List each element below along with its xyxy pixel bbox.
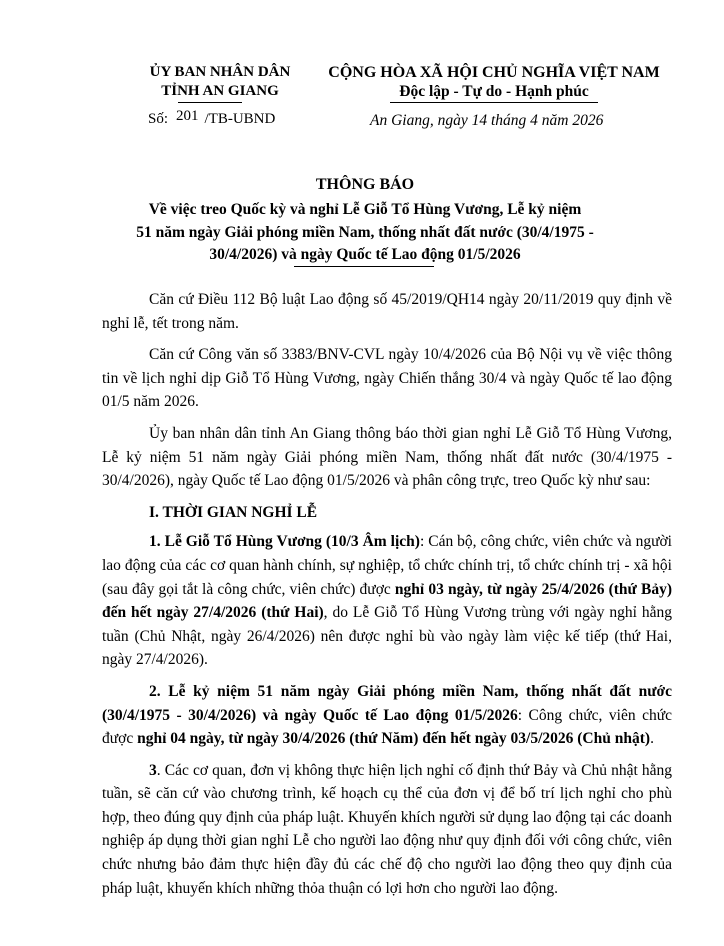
national-motto: Độc lập - Tự do - Hạnh phúc <box>399 83 589 100</box>
issuing-agency <box>120 63 320 101</box>
subject-line-1: Về việc treo Quốc kỳ và nghỉ Lễ Giỗ Tổ Hùng Vương, Lễ kỷ niệm <box>148 201 582 218</box>
national-heading <box>316 63 672 101</box>
legal-basis-paragraph-2: Căn cứ Công văn số 3383/BNV-CVL ngày 10/4/2026 của Bộ Nội vụ về việc thông tin về lịch nghỉ dịp Giỗ Tổ Hùng Vương, ngày Chiến thắng 30/4 và ngày Quốc tế lao động 01/5 năm 2026. <box>102 346 672 411</box>
issue-date: An Giang, ngày 14 tháng 4 năm 2026 <box>370 112 604 129</box>
item-1-paragraph <box>102 530 672 672</box>
document-number <box>148 108 276 128</box>
item-3-paragraph <box>102 759 672 901</box>
item-1-text-b: , do Lễ Giỗ Tổ Hùng Vương trùng với ngày nghỉ hằng tuần (Chủ Nhật, ngày 26/4/2026) nên được nghỉ bù vào ngày làm việc kế tiếp (thứ Hai, ngày 27/4/2026). <box>102 604 672 669</box>
subject-line-2: 51 năm ngày Giải phóng miền Nam, thống nhất đất nước (30/4/1975 - <box>136 223 594 241</box>
legal-basis-paragraph-1: Căn cứ Điều 112 Bộ luật Lao động số 45/2019/QH14 ngày 20/11/2019 quy định về nghỉ lễ, tết trong năm. <box>102 291 672 332</box>
nation-name: CỘNG HÒA XÃ HỘI CHỦ NGHĨA VIỆT NAM <box>328 64 660 81</box>
document-subject <box>100 199 630 267</box>
item-1-heading: 1. Lễ Giỗ Tổ Hùng Vương (10/3 Âm lịch) <box>149 533 420 551</box>
item-2-paragraph <box>102 680 672 751</box>
item-2-holiday-period: nghỉ 04 ngày, từ ngày 30/4/2026 (thứ Năm) đến hết ngày 03/5/2026 (Chủ nhật) <box>137 730 651 748</box>
item-1-holiday-period: nghỉ 03 ngày, từ ngày 25/4/2026 (thứ Bảy) đến hết ngày 27/4/2026 (thứ Hai) <box>102 580 672 622</box>
subject-underline <box>294 266 434 267</box>
agency-name-line1: ỦY BAN NHÂN DÂN <box>149 64 291 80</box>
doc-number-suffix: /TB-UBND <box>204 111 276 127</box>
announcement-paragraph: Ủy ban nhân dân tỉnh An Giang thông báo thời gian nghỉ Lễ Giỗ Tổ Hùng Vương, Lễ kỷ niệm 51 năm ngày Giải phóng miền Nam, thống nhất đất nước (30/4/1975 - 30/4/2026), ngày Quốc tế Lao động 01/5/2026 và phân công trực, treo Quốc kỳ như sau: <box>102 424 672 490</box>
item-2-text-a: : Công chức, viên chức được <box>102 706 672 748</box>
agency-underline <box>178 102 242 103</box>
item-1-text-a: : Cán bộ, công chức, viên chức và người lao động của các cơ quan hành chính, sự nghiệp, tổ chức chính trị, tổ chức chính trị - xã hội (sau đây gọi tắt là công chức, viên chức) được <box>102 533 672 598</box>
subject-line-3: 30/4/2026) và ngày Quốc tế Lao động 01/5/2026 <box>209 246 521 263</box>
item-3-number: 3 <box>149 761 157 779</box>
item-3-text: . Các cơ quan, đơn vị không thực hiện lịch nghỉ cố định thứ Bảy và Chủ nhật hằng tuần, sẽ căn cứ vào chương trình, kế hoạch cụ thể của đơn vị để bố trí lịch nghỉ cho phù hợp, theo đúng quy định của pháp luật. Khuyến khích người sử dụng lao động tại các doanh nghiệp áp dụng thời gian nghỉ Lễ cho người lao động như quy định đối với công chức, viên chức nhưng bảo đảm thực hiện đầy đủ các chế độ cho người lao động theo quy định của pháp luật, khuyến khích những thỏa thuận có lợi hơn cho người lao động. <box>102 761 672 897</box>
motto-underline <box>390 102 598 103</box>
item-2-heading: 2. Lễ kỷ niệm 51 năm ngày Giải phóng miền Nam, thống nhất đất nước (30/4/1975 - 30/4/2026) và ngày Quốc tế Lao động 01/5/2026 <box>102 682 672 724</box>
agency-name-line2: TỈNH AN GIANG <box>161 83 279 99</box>
doc-number-value: 201 <box>176 108 199 124</box>
doc-number-prefix: Số: <box>148 111 169 127</box>
document-title: THÔNG BÁO <box>315 176 415 193</box>
section-heading-1: I. THỜI GIAN NGHỈ LỄ <box>149 503 318 521</box>
item-2-text-b: . <box>650 730 654 748</box>
document-body <box>102 288 672 908</box>
